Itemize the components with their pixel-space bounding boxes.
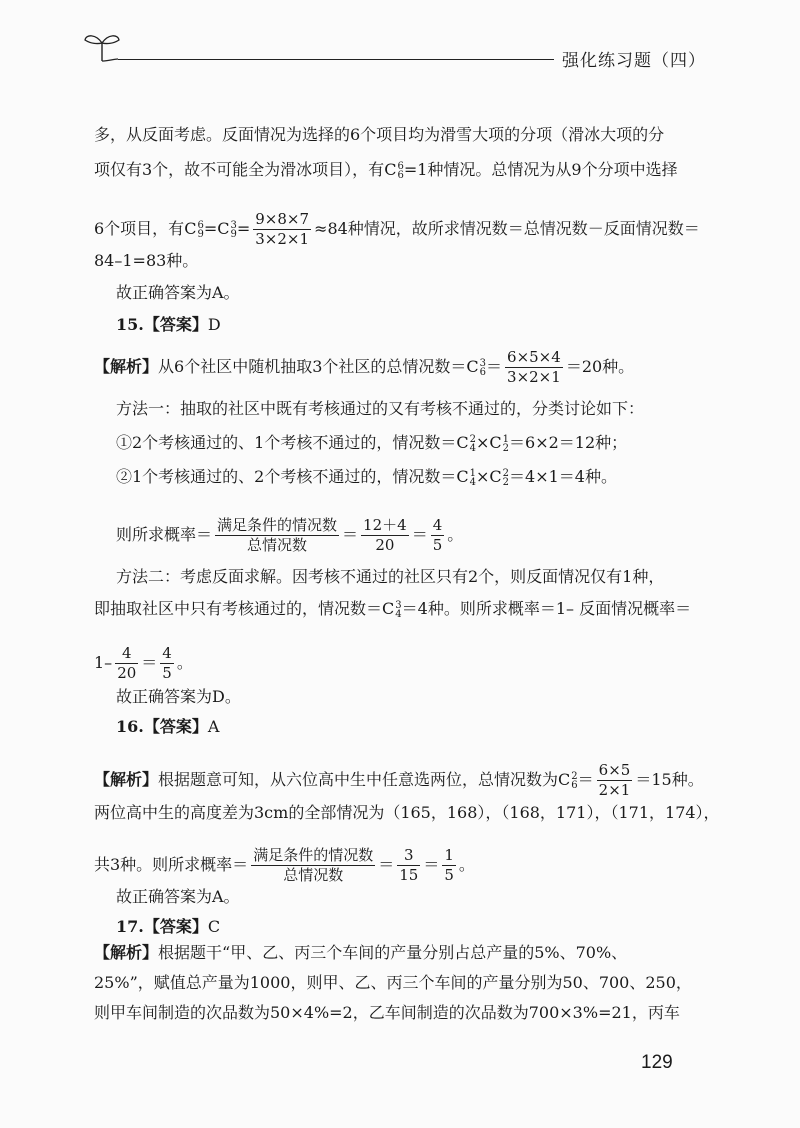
text-line: 故正确答案为A。 bbox=[116, 887, 240, 906]
text-line: 则所求概率＝ $\frac{\text{满足条件的情况数}}{\text{总情况数}}$ ＝ $\frac{12+4}{20}$ ＝ $\frac{4}{5}$ 。 bbox=[116, 516, 464, 554]
text-line: 多，从反面考虑。反面情况为选择的6个项目均为滑雪大项的分项（滑冰大项的分 bbox=[94, 125, 665, 144]
text-line: 则甲车间制造的次品数为50×4%=2，乙车间制造的次品数为700×3%=21，丙车 bbox=[94, 1003, 680, 1022]
answer-line: 17.【答案】C bbox=[116, 917, 221, 936]
fraction: $\frac{\text{满足条件的情况数}}{\text{总情况数}}$ bbox=[253, 846, 374, 884]
text-line: 两位高中生的高度差为3cm的全部情况为（165，168），（168，171），（171，174）， bbox=[94, 803, 720, 822]
fraction: $\frac{9\times 8\times 7}{3\times 2\times 1}$ bbox=[255, 210, 310, 248]
answer-line: 16.【答案】A bbox=[116, 717, 220, 736]
text-line: 方法一：抽取的社区中既有考核通过的又有考核不通过的，分类讨论如下： bbox=[116, 399, 645, 418]
fraction: $\frac{3}{15}$ bbox=[399, 846, 419, 884]
text-line: 故正确答案为D。 bbox=[116, 687, 241, 706]
text-line: 【解析】从6个社区中随机抽取3个社区的总情况数＝C 3 6 ＝ $\frac{6\times 5\times 4}{3\times 2\times 1}$ ＝20种。 bbox=[94, 348, 635, 386]
text-line: ②1个考核通过的、2个考核不通过的，情况数＝C 1 4 ×C 2 2 ＝4×1＝4种。 bbox=[116, 467, 617, 488]
text-line: 1– $\frac{4}{20}$ ＝ $\frac{4}{5}$ 。 bbox=[94, 644, 193, 682]
page-number: 129 bbox=[641, 1052, 673, 1073]
text-line: 25%”，赋值总产量为1000，则甲、乙、丙三个车间的产量分别为50、700、250， bbox=[94, 973, 692, 992]
text-line: 项仅有3个，故不可能全为滑冰项目），有C 6 6 =1种情况。总情况为从9个分项中选择 bbox=[94, 160, 678, 181]
fraction: $\frac{1}{5}$ bbox=[444, 846, 454, 884]
text-line: 方法二：考虑反面求解。因考核不通过的社区只有2个，则反面情况仅有1种， bbox=[116, 567, 665, 586]
text-line: 即抽取社区中只有考核通过的，情况数＝C 3 4 ＝4种。则所求概率＝1– 反面情况概率＝ bbox=[94, 599, 692, 620]
text-line: 【解析】根据题意可知，从六位高中生中任意选两位，总情况数为C 2 6 ＝ $\frac{6\times 5}{2\times 1}$ ＝15种。 bbox=[94, 761, 704, 799]
fraction: $\frac{4}{5}$ bbox=[432, 516, 443, 554]
text-line: 6个项目，有C 6 9 =C 3 9 = $\frac{9\times 8\times 7}{3\times 2\times 1}$ ≈84种情况，故所求情况数＝总情况数－反面情况数＝ bbox=[94, 210, 700, 248]
fraction: $\frac{\text{满足条件的情况数}}{\text{总情况数}}$ bbox=[217, 516, 338, 554]
header-title: 强化练习题（四） bbox=[562, 51, 706, 71]
text-line: ①2个考核通过的、1个考核不通过的，情况数＝C 2 4 ×C 1 2 ＝6×2＝12种； bbox=[116, 433, 628, 454]
header-rule bbox=[118, 59, 554, 60]
fraction: $\frac{6\times 5\times 4}{3\times 2\times 1}$ bbox=[507, 348, 561, 386]
fraction: $\frac{4}{5}$ bbox=[162, 644, 172, 682]
text-line: 84–1=83种。 bbox=[94, 251, 199, 270]
fraction: $\frac{12+4}{20}$ bbox=[363, 516, 407, 554]
text-line: 故正确答案为A。 bbox=[116, 283, 240, 302]
fraction: $\frac{6\times 5}{2\times 1}$ bbox=[598, 761, 631, 799]
text-line: 共3种。则所求概率＝ $\frac{\text{满足条件的情况数}}{\text{总情况数}}$ ＝ $\frac{3}{15}$ ＝ $\frac{1}{5}$ 。 bbox=[94, 846, 475, 884]
sprout-icon bbox=[82, 28, 122, 62]
text-line: 【解析】根据题干“甲、乙、丙三个车间的产量分别占总产量的5%、70%、 bbox=[94, 943, 628, 962]
fraction: $\frac{4}{20}$ bbox=[117, 644, 137, 682]
answer-line: 15.【答案】D bbox=[116, 315, 221, 334]
